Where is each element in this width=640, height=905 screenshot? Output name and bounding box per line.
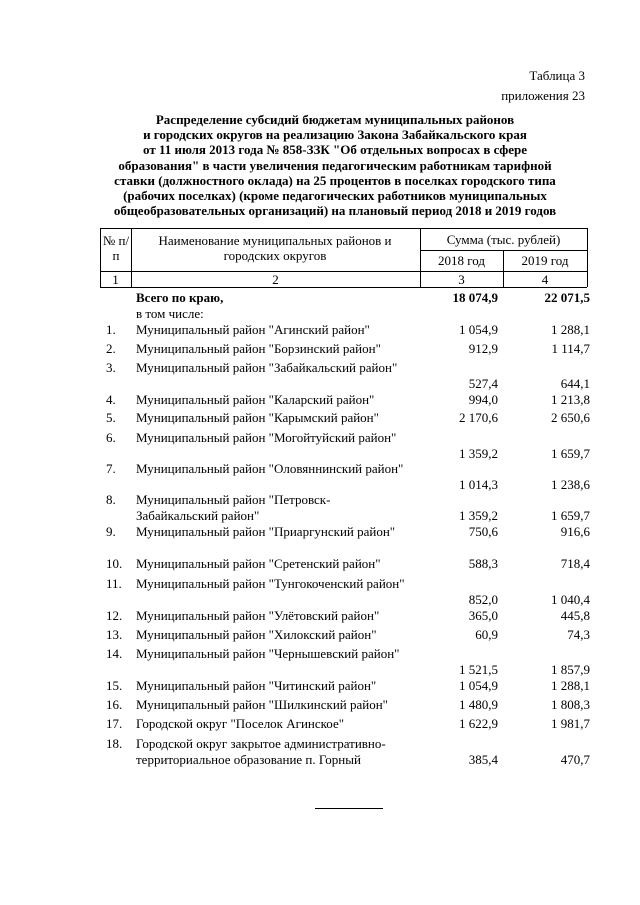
col-header-num: № п/п <box>102 233 130 263</box>
row-number: 9. <box>106 524 116 539</box>
row-name: Муниципальный район "Чернышевский район" <box>136 646 400 661</box>
row-name: Муниципальный район "Сретенский район" <box>136 556 381 571</box>
document-title <box>100 112 570 218</box>
row-number: 17. <box>106 716 123 731</box>
row-2018: 1 054,9 <box>459 678 498 693</box>
row-2019: 1 114,7 <box>551 341 590 356</box>
col-index-1: 1 <box>112 272 119 287</box>
row-2018: 1 359,2 <box>459 446 498 461</box>
row-name: Муниципальный район "Могойтуйский район" <box>136 430 397 445</box>
row-2019: 470,7 <box>560 752 590 767</box>
row-number: 13. <box>106 627 123 642</box>
row-2018: 912,9 <box>468 341 498 356</box>
col-header-2019: 2019 год <box>521 253 569 268</box>
col-header-sum: Сумма (тыс. рублей) <box>446 232 561 247</box>
row-number: 11. <box>106 576 122 591</box>
row-number: 18. <box>106 736 123 751</box>
row-2018: 385,4 <box>468 752 498 767</box>
col-index-2: 2 <box>272 272 279 287</box>
row-2019: 1 238,6 <box>551 477 590 492</box>
title-line: образования" в части увеличения педагогическим работникам тарифной <box>118 157 552 173</box>
row-number: 8. <box>106 492 116 507</box>
including-label: в том числе: <box>136 306 204 321</box>
row-name: Муниципальный район "Борзинский район" <box>136 341 381 356</box>
col-header-2018: 2018 год <box>438 253 485 268</box>
row-2018: 1 054,9 <box>459 322 498 337</box>
row-2018: 1 622,9 <box>459 716 498 731</box>
row-2019: 1 040,4 <box>551 592 590 607</box>
row-2019: 1 288,1 <box>551 322 590 337</box>
row-2019: 1 808,3 <box>551 697 590 712</box>
row-number: 5. <box>106 410 116 425</box>
row-name: Муниципальный район "Карымский район" <box>136 410 379 425</box>
title-line: Распределение субсидий бюджетам муниципальных районов <box>155 112 515 127</box>
row-2019: 74,3 <box>567 627 590 642</box>
row-name: Городской округ закрытое административно-территориальное образование п. Горный <box>136 736 386 767</box>
table-number: Таблица 3 <box>529 68 585 83</box>
row-2018: 1 014,3 <box>459 477 498 492</box>
footer-divider <box>315 808 383 809</box>
title-line: (рабочих поселках) (кроме педагогических работников муниципальных <box>123 188 547 204</box>
row-number: 1. <box>106 322 116 337</box>
row-number: 10. <box>106 556 123 571</box>
row-2018: 1 480,9 <box>459 697 498 712</box>
row-name: Муниципальный район "Читинский район" <box>136 678 377 693</box>
row-number: 7. <box>106 461 116 476</box>
row-name: Муниципальный район "Тунгокоченский район" <box>136 576 405 591</box>
row-number: 6. <box>106 430 116 445</box>
row-2019: 1 213,8 <box>551 392 590 407</box>
row-name: Муниципальный район "Забайкальский район" <box>136 360 398 375</box>
row-name: Муниципальный район "Оловяннинский район" <box>136 461 404 476</box>
row-name: Муниципальный район "Агинский район" <box>136 322 370 337</box>
row-2018: 852,0 <box>468 592 498 607</box>
title-line: общеобразовательных организаций) на плановый период 2018 и 2019 годов <box>113 203 557 219</box>
row-2018: 1 521,5 <box>459 662 498 677</box>
total-2018: 18 074,9 <box>452 290 498 305</box>
row-2019: 644,1 <box>560 376 590 391</box>
row-2018: 365,0 <box>468 608 498 623</box>
row-2019: 1 659,7 <box>551 446 590 461</box>
row-2019: 1 981,7 <box>551 716 590 731</box>
title-line: ставки (должностного оклада) на 25 процентов в поселках городского типа <box>114 172 556 188</box>
row-2019: 2 650,6 <box>551 410 590 425</box>
row-number: 14. <box>106 646 123 661</box>
row-2018: 527,4 <box>468 376 498 391</box>
row-2019: 1 857,9 <box>551 662 590 677</box>
row-2018: 60,9 <box>475 627 498 642</box>
row-number: 12. <box>106 608 123 623</box>
row-number: 3. <box>106 360 116 375</box>
title-line: и городских округов на реализацию Закона Забайкальского края <box>143 127 527 143</box>
row-2019: 1 288,1 <box>551 678 590 693</box>
table-header <box>100 228 587 287</box>
row-2018: 994,0 <box>468 392 498 407</box>
row-2018: 588,3 <box>468 556 498 571</box>
row-name: Городской округ "Поселок Агинское" <box>136 716 345 731</box>
row-number: 15. <box>106 678 123 693</box>
title-line: от 11 июля 2013 года № 858-ЗЗК "Об отдельных вопросах в сфере <box>143 142 527 158</box>
appendix-label: приложения 23 <box>501 88 585 103</box>
row-name: Муниципальный район "Улётовский район" <box>136 608 380 623</box>
row-2018: 1 359,2 <box>459 508 498 523</box>
row-number: 16. <box>106 697 123 712</box>
row-2018: 2 170,6 <box>459 410 498 425</box>
row-number: 2. <box>106 341 116 356</box>
total-label: Всего по краю, <box>136 290 224 305</box>
row-2019: 718,4 <box>560 556 590 571</box>
row-name: Муниципальный район "Приаргунский район" <box>136 524 396 539</box>
col-index-3: 3 <box>458 272 465 287</box>
row-name: Муниципальный район "Шилкинский район" <box>136 697 388 712</box>
row-number: 4. <box>106 392 116 407</box>
row-2018: 750,6 <box>468 524 498 539</box>
col-index-4: 4 <box>541 272 549 287</box>
row-name: Муниципальный район "Каларский район" <box>136 392 375 407</box>
total-2019: 22 071,5 <box>544 290 590 305</box>
col-header-name: Наименование муниципальных районов и городских округов <box>158 233 392 263</box>
row-2019: 916,6 <box>560 524 590 539</box>
row-2019: 1 659,7 <box>551 508 590 523</box>
row-name: Муниципальный район "Петровск-Забайкальский район" <box>136 492 331 523</box>
row-2019: 445,8 <box>560 608 590 623</box>
row-name: Муниципальный район "Хилокский район" <box>136 627 377 642</box>
